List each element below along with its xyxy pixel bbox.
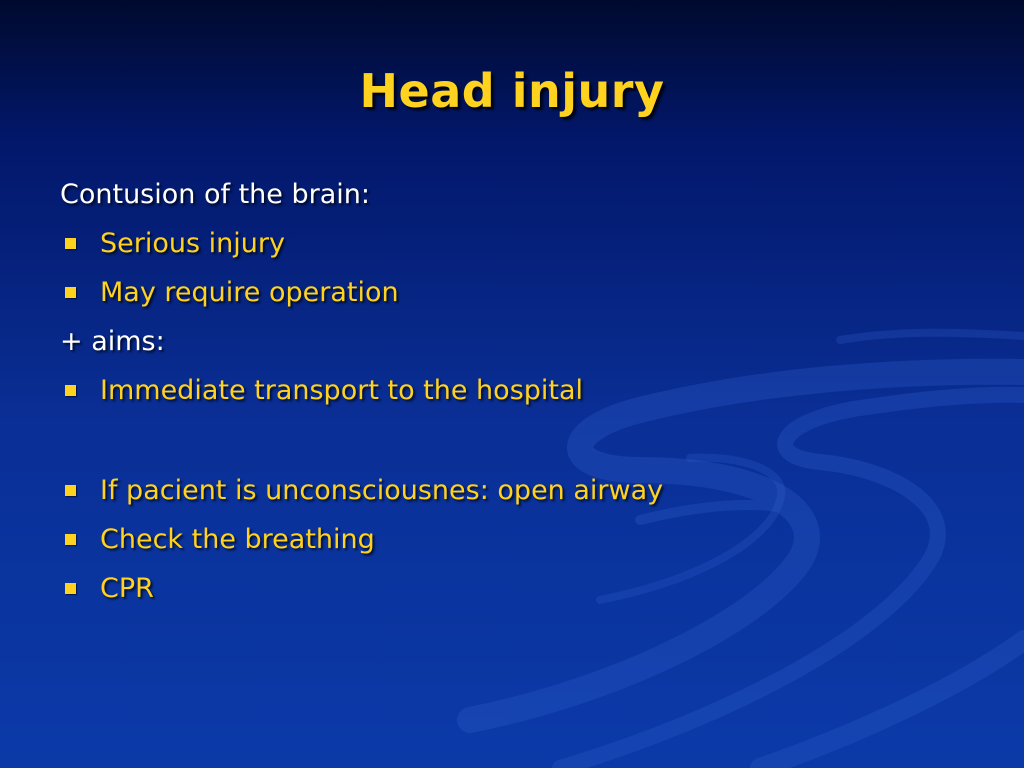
square-bullet-icon (65, 385, 76, 396)
line-text: + aims: (60, 326, 165, 357)
bullet-item (60, 219, 980, 268)
square-bullet-icon (65, 287, 76, 298)
square-bullet-icon (65, 534, 76, 545)
slide-body (60, 170, 980, 613)
bullet-text: Serious injury (100, 228, 285, 259)
square-bullet-icon (65, 485, 76, 496)
square-bullet-icon (65, 238, 76, 249)
text-line (60, 170, 980, 219)
bullet-text: May require operation (100, 277, 399, 308)
bullet-text: Check the breathing (100, 524, 375, 555)
blank-line (60, 415, 980, 466)
bullet-item (60, 466, 980, 515)
bullet-item (60, 268, 980, 317)
square-bullet-icon (65, 583, 76, 594)
bullet-item (60, 366, 980, 415)
bullet-text: Immediate transport to the hospital (100, 375, 584, 406)
text-line (60, 317, 980, 366)
line-text: Contusion of the brain: (60, 179, 370, 210)
bullet-item (60, 564, 980, 613)
bullet-text: CPR (100, 573, 154, 604)
bullet-text: If pacient is unconsciousnes: open airway (100, 475, 664, 506)
bullet-item (60, 515, 980, 564)
slide-title: Head injury (359, 64, 665, 118)
